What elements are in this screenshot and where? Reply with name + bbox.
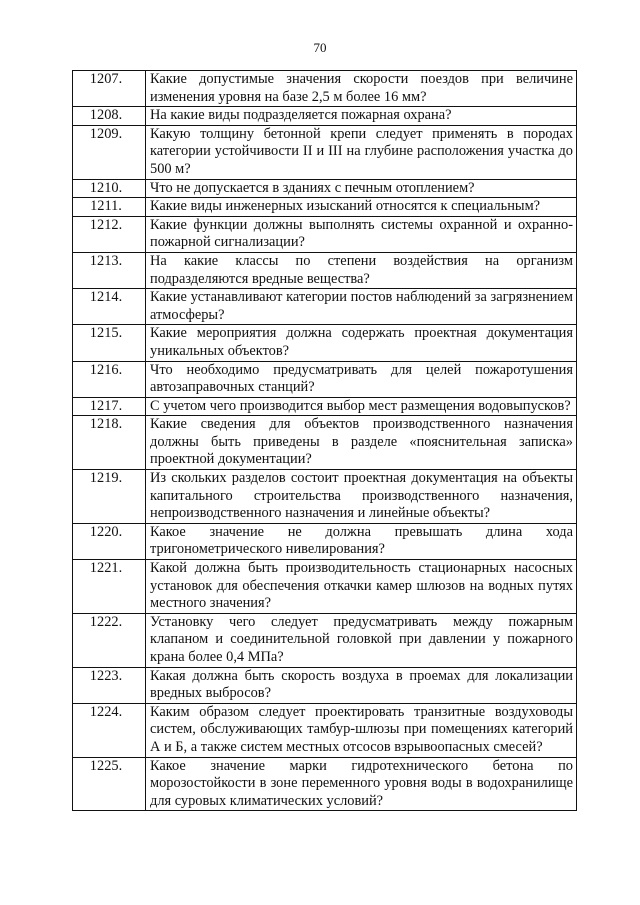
- questions-table: [72, 70, 577, 811]
- question-text: Какие функции должны выполнять системы охранной и охранно-пожарной сигнализации?: [146, 216, 577, 252]
- table-row: [73, 416, 577, 470]
- question-number: 1210.: [73, 179, 146, 198]
- question-text: Какие мероприятия должна содержать проектная документация уникальных объектов?: [146, 325, 577, 361]
- table-row: [73, 523, 577, 559]
- question-text: На какие виды подразделяется пожарная охрана?: [146, 107, 577, 126]
- question-number: 1213.: [73, 252, 146, 288]
- table-row: [73, 560, 577, 614]
- table-row: [73, 252, 577, 288]
- question-number: 1218.: [73, 416, 146, 470]
- question-text: Установку чего следует предусматривать между пожарным клапаном и соединительной головкой при давлении у пожарного крана более 0,4 МПа?: [146, 613, 577, 667]
- question-number: 1216.: [73, 361, 146, 397]
- table-row: [73, 757, 577, 811]
- question-text: Какое значение не должна превышать длина хода тригонометрического нивелирования?: [146, 523, 577, 559]
- question-text: Какие сведения для объектов производственного назначения должны быть приведены в разделе «пояснительная записка» проектной документации?: [146, 416, 577, 470]
- table-row: [73, 325, 577, 361]
- question-number: 1217.: [73, 397, 146, 416]
- question-text: Что не допускается в зданиях с печным отоплением?: [146, 179, 577, 198]
- question-number: 1221.: [73, 560, 146, 614]
- table-row: [73, 289, 577, 325]
- table-row: [73, 397, 577, 416]
- question-number: 1214.: [73, 289, 146, 325]
- table-row: [73, 216, 577, 252]
- page-number: 70: [313, 40, 327, 55]
- question-text: Какая должна быть скорость воздуха в проемах для локализации вредных выбросов?: [146, 667, 577, 703]
- question-text: Какой должна быть производительность стационарных насосных установок для обеспечения откачки камер шлюзов на водных путях местного значения?: [146, 560, 577, 614]
- table-row: [73, 470, 577, 524]
- table-row: [73, 667, 577, 703]
- table-row: [73, 361, 577, 397]
- question-number: 1223.: [73, 667, 146, 703]
- question-number: 1225.: [73, 757, 146, 811]
- question-number: 1220.: [73, 523, 146, 559]
- question-number: 1219.: [73, 470, 146, 524]
- question-text: Какие устанавливают категории постов наблюдений за загрязнением атмосферы?: [146, 289, 577, 325]
- question-number: 1215.: [73, 325, 146, 361]
- question-text: На какие классы по степени воздействия на организм подразделяются вредные вещества?: [146, 252, 577, 288]
- table-row: [73, 703, 577, 757]
- table-row: [73, 179, 577, 198]
- question-text: Какое значение марки гидротехнического бетона по морозостойкости в зоне переменного уровня воды в водохранилище для суровых климатических условий?: [146, 757, 577, 811]
- question-number: 1209.: [73, 125, 146, 179]
- question-text: Из скольких разделов состоит проектная документация на объекты капитального строительства производственного назначения, непроизводственного назначения и линейные объекты?: [146, 470, 577, 524]
- question-number: 1207.: [73, 71, 146, 107]
- question-text: Что необходимо предусматривать для целей пожаротушения автозаправочных станций?: [146, 361, 577, 397]
- question-number: 1208.: [73, 107, 146, 126]
- table-row: [73, 107, 577, 126]
- question-text: Какую толщину бетонной крепи следует применять в породах категории устойчивости II и III на глубине расположения участка до 500 м?: [146, 125, 577, 179]
- question-number: 1224.: [73, 703, 146, 757]
- question-text: Какие допустимые значения скорости поездов при величине изменения уровня на базе 2,5 м более 16 мм?: [146, 71, 577, 107]
- question-text: Какие виды инженерных изысканий относятся к специальным?: [146, 198, 577, 217]
- table-row: [73, 613, 577, 667]
- question-text: Каким образом следует проектировать транзитные воздуховоды систем, обслуживающих тамбур-шлюзы при помещениях категорий А и Б, а также систем местных отсосов взрывоопасных смесей?: [146, 703, 577, 757]
- question-number: 1212.: [73, 216, 146, 252]
- table-row: [73, 198, 577, 217]
- question-number: 1211.: [73, 198, 146, 217]
- table-row: [73, 125, 577, 179]
- table-row: [73, 71, 577, 107]
- question-number: 1222.: [73, 613, 146, 667]
- question-text: С учетом чего производится выбор мест размещения водовыпусков?: [146, 397, 577, 416]
- questions-table-body: [73, 71, 577, 811]
